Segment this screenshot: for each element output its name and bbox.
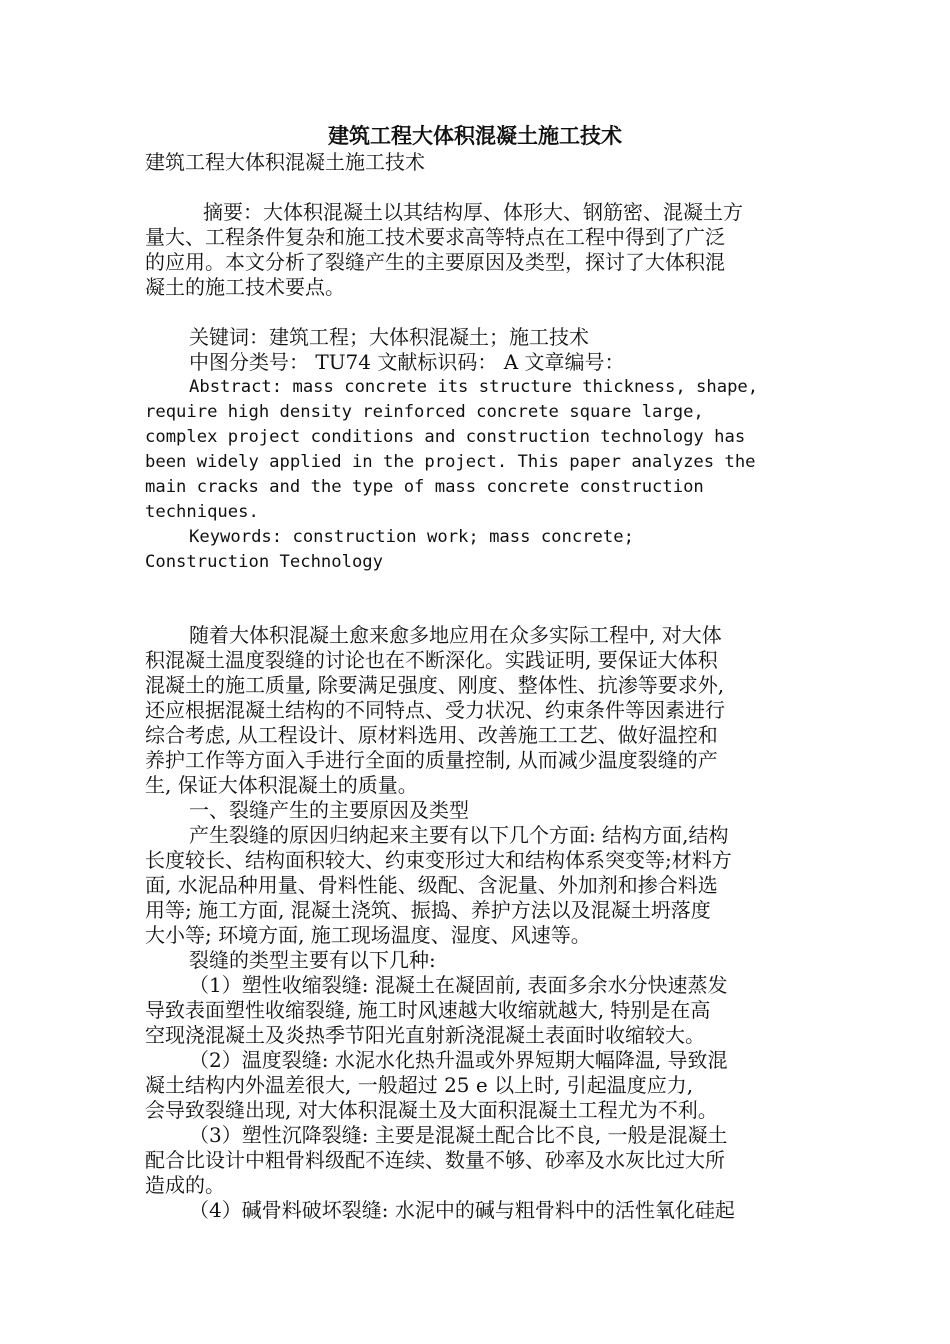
keywords-en-line: Keywords: construction work; mass concrete; <box>189 527 634 547</box>
type-3-line: （3）塑性沉降裂缝: 主要是混凝土配合比不良, 一般是混凝土 <box>189 1123 728 1147</box>
type-1-line: 导致表面塑性收缩裂缝, 施工时风速越大收缩就越大, 特别是在高 <box>145 998 711 1022</box>
intro-line: 养护工作等方面入手进行全面的质量控制, 从而减少温度裂缝的产 <box>145 748 718 772</box>
intro-line: 随着大体积混凝土愈来愈多地应用在众多实际工程中, 对大体 <box>189 623 722 647</box>
type-4-line: （4）碱骨料破坏裂缝: 水泥中的碱与粗骨料中的活性氧化硅起 <box>189 1198 735 1222</box>
abstract-en-line: main cracks and the type of mass concrete construction <box>145 477 704 497</box>
type-3-line: 造成的。 <box>145 1173 225 1197</box>
keywords-cn: 关键词：建筑工程；大体积混凝土；施工技术 <box>189 325 589 349</box>
causes-line: 长度较长、结构面积较大、约束变形过大和结构体系突变等;材料方 <box>145 848 732 872</box>
causes-line: 面, 水泥品种用量、骨料性能、级配、含泥量、外加剂和掺合料选 <box>145 873 718 897</box>
type-1-line: （1）塑性收缩裂缝: 混凝土在凝固前, 表面多余水分快速蒸发 <box>189 973 728 997</box>
type-2-line: 凝土结构内外温差很大, 一般超过 25 e 以上时, 引起温度应力, <box>145 1073 694 1097</box>
abstract-cn-line: 的应用。本文分析了裂缝产生的主要原因及类型，探讨了大体积混 <box>145 250 725 274</box>
document-subtitle: 建筑工程大体积混凝土施工技术 <box>145 150 425 174</box>
abstract-en-line: complex project conditions and construction technology has <box>145 427 746 447</box>
abstract-cn-line: 摘要：大体积混凝土以其结构厚、体形大、钢筋密、混凝土方 <box>203 200 743 224</box>
abstract-en-line: techniques. <box>145 502 259 522</box>
keywords-en-line: Construction Technology <box>145 552 383 572</box>
abstract-en-line: require high density reinforced concrete square large, <box>145 402 704 422</box>
abstract-cn-line: 凝土的施工技术要点。 <box>145 275 345 299</box>
abstract-en-line: been widely applied in the project. This paper analyzes the <box>145 452 756 472</box>
intro-line: 积混凝土温度裂缝的讨论也在不断深化。实践证明, 要保证大体积 <box>145 648 718 672</box>
causes-line: 用等; 施工方面, 混凝土浇筑、振捣、养护方法以及混凝土坍落度 <box>145 898 711 922</box>
abstract-en-line: Abstract: mass concrete its structure thickness, shape, <box>189 377 759 397</box>
type-2-line: （2）温度裂缝: 水泥水化热升温或外界短期大幅降温, 导致混 <box>189 1048 728 1072</box>
section-heading: 一、裂缝产生的主要原因及类型 <box>189 798 469 822</box>
abstract-cn-line: 量大、工程条件复杂和施工技术要求高等特点在工程中得到了广泛 <box>145 225 725 249</box>
type-2-line: 会导致裂缝出现, 对大体积混凝土及大面积混凝土工程尤为不利。 <box>145 1098 718 1122</box>
type-3-line: 配合比设计中粗骨料级配不连续、数量不够、砂率及水灰比过大所 <box>145 1148 725 1172</box>
type-1-line: 空现浇混凝土及炎热季节阳光直射新浇混凝土表面时收缩较大。 <box>145 1023 705 1047</box>
causes-line: 产生裂缝的原因归纳起来主要有以下几个方面: 结构方面,结构 <box>189 823 729 847</box>
document-title: 建筑工程大体积混凝土施工技术 <box>328 123 622 148</box>
intro-line: 综合考虑, 从工程设计、原材料选用、改善施工工艺、做好温控和 <box>145 723 718 747</box>
intro-line: 生, 保证大体积混凝土的质量。 <box>145 773 418 797</box>
classification-line: 中图分类号： TU74 文献标识码： A 文章编号： <box>189 350 625 374</box>
intro-line: 混凝土的施工质量, 除要满足强度、刚度、整体性、抗渗等要求外, <box>145 673 725 697</box>
types-intro: 裂缝的类型主要有以下几种: <box>189 948 436 972</box>
causes-line: 大小等; 环境方面, 施工现场温度、湿度、风速等。 <box>145 923 591 947</box>
intro-line: 还应根据混凝土结构的不同特点、受力状况、约束条件等因素进行 <box>145 698 725 722</box>
